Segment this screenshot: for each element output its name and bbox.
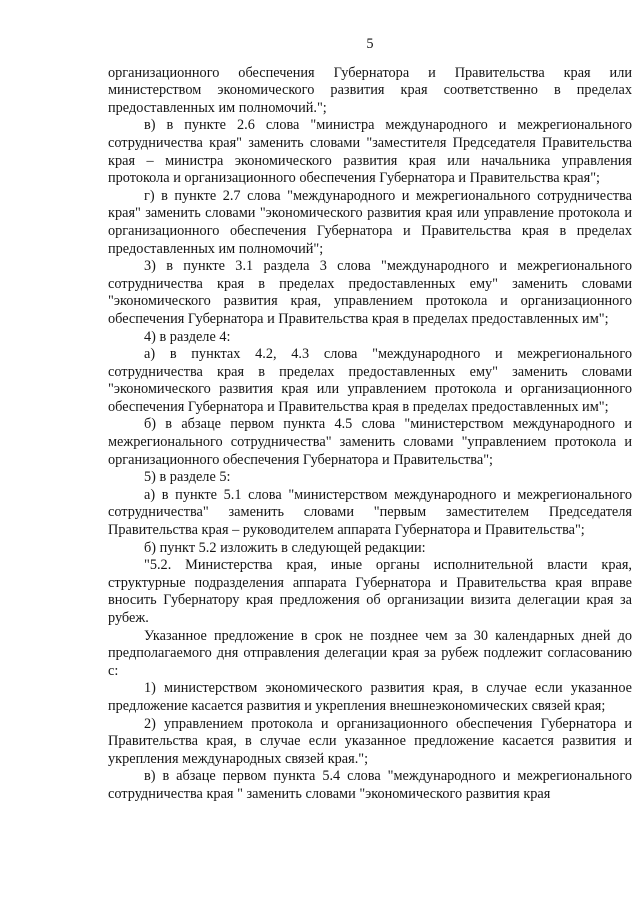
paragraph: б) в абзаце первом пункта 4.5 слова "министерством международного и межрегионального сотрудничества" заменить словами "управлением протокола и организационного обеспечения Губернатора и Правительства";: [108, 416, 632, 468]
paragraph: 1) министерством экономического развития края, в случае если указанное предложение касается развития и укрепления внешнеэкономических связей края;: [108, 680, 632, 714]
paragraph: Указанное предложение в срок не позднее чем за 30 календарных дней до предполагаемого дня отправления делегации края за рубеж подлежит согласованию с:: [108, 627, 632, 679]
paragraph: г) в пункте 2.7 слова "международного и межрегионального сотрудничества края" заменить словами "экономического развития края или управление протокола и организационного обеспечения Губернатора и Правительства края в пределах предоставленных им полномочий";: [108, 187, 632, 257]
paragraph: 3) в пункте 3.1 раздела 3 слова "международного и межрегионального сотрудничества края в пределах предоставленных ему" заменить словами "экономического развития края, управлением протокола и организационного обеспечения Губернатора и Правительства края в пределах предоставленных им";: [108, 258, 632, 327]
paragraph: "5.2. Министерства края, иные органы исполнительной власти края, структурные подразделения аппарата Губернатора и Правительства края вправе вносить Губернатору края предложения об организации визита делегации края за рубеж.: [108, 557, 632, 626]
document-body: [108, 65, 632, 804]
page-number: 5: [366, 36, 374, 52]
paragraph: а) в пунктах 4.2, 4.3 слова "международного и межрегионального сотрудничества края в пределах предоставленных ему" заменить словами "экономического развития края или управлением протокола и организационного обеспечения Губернатора и Правительства края в пределах предоставленных им";: [108, 346, 632, 415]
paragraph: 5) в разделе 5:: [144, 469, 231, 486]
paragraph: 4) в разделе 4:: [144, 328, 231, 345]
paragraph: б) пункт 5.2 изложить в следующей редакции:: [144, 539, 426, 556]
paragraph: организационного обеспечения Губернатора и Правительства края или министерством экономического развития края соответственно в пределах предоставленных им полномочий.";: [108, 64, 632, 116]
paragraph: в) в пункте 2.6 слова "министра международного и межрегионального сотрудничества края" заменить словами "заместителя Председателя Правительства края – министра экономического развития края или начальника управления протокола и организационного обеспечения Губернатора и Правительства края";: [108, 117, 632, 187]
paragraph: а) в пункте 5.1 слова "министерством международного и межрегионального сотрудничества" заменить словами "первым заместителем Председателя Правительства края – руководителем аппарата Губернатора и Правительства";: [108, 486, 632, 539]
paragraph: в) в абзаце первом пункта 5.4 слова "международного и межрегионального сотрудничества края " заменить словами "экономического развития края: [108, 768, 632, 802]
paragraph: 2) управлением протокола и организационного обеспечения Губернатора и Правительства края, в случае если указанное предложение касается развития и укрепления международных связей края.";: [108, 715, 632, 767]
